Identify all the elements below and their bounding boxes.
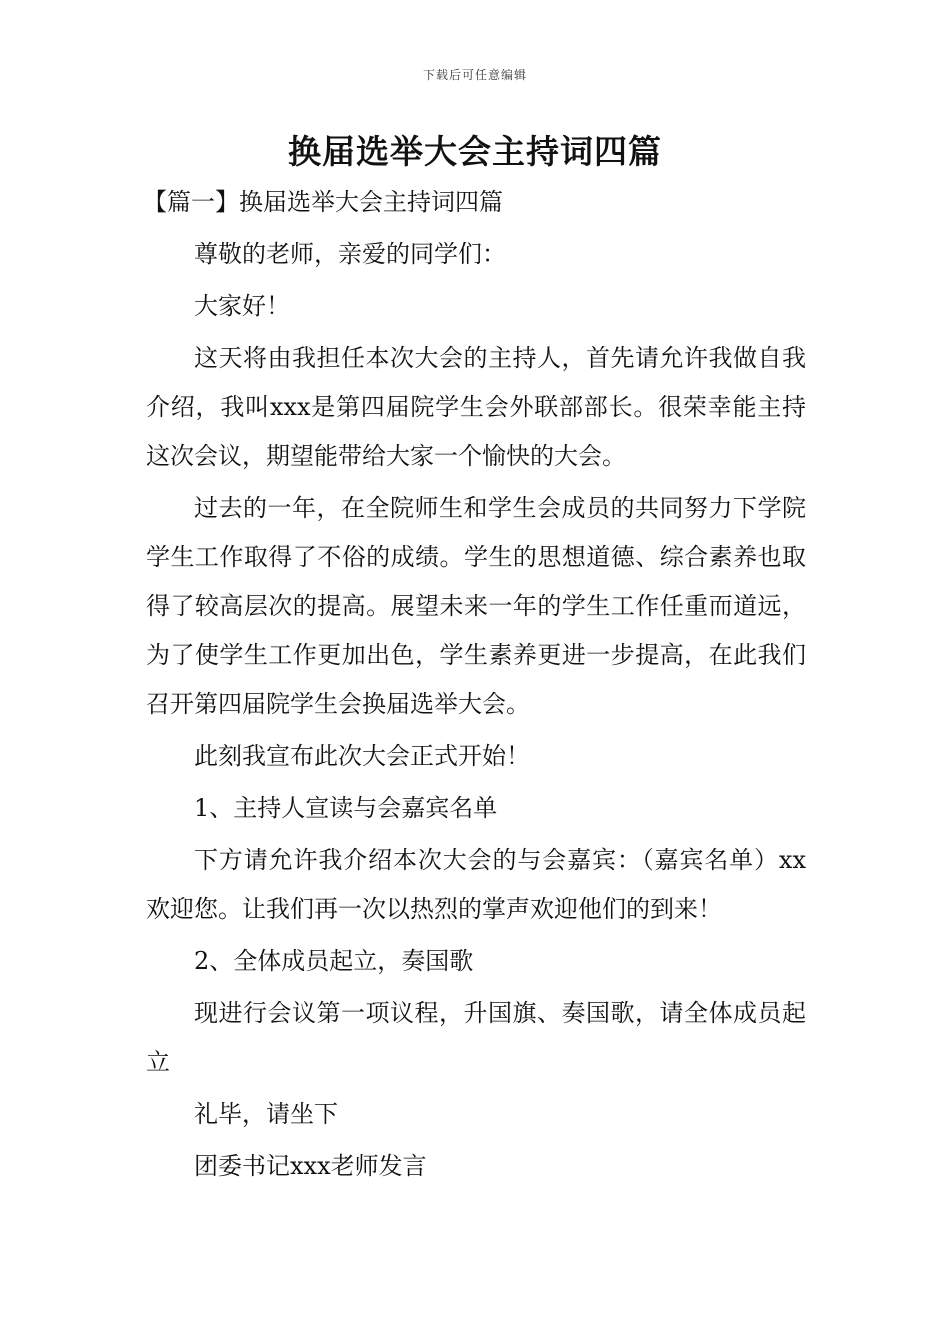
paragraph-anthem: 现进行会议第一项议程，升国旗、奏国歌，请全体成员起立 [146,999,806,1076]
paragraph-hello: 大家好！ [194,292,290,320]
paragraph-guests: 下方请允许我介绍本次大会的与会嘉宾：（嘉宾名单）xx欢迎您。让我们再一次以热烈的掌声欢迎他们的到来！ [146,846,806,923]
paragraph-opening: 此刻我宣布此次大会正式开始！ [194,742,530,770]
paragraph-speech: 团委书记xxx老师发言 [194,1152,427,1180]
paragraph-greeting: 尊敬的老师，亲爱的同学们： [194,240,506,268]
paragraph-introduction: 这天将由我担任本次大会的主持人，首先请允许我做自我介绍，我叫xxx是第四届院学生会外联部部长。很荣幸能主持这次会议，期望能带给大家一个愉快的大会。 [146,344,806,470]
document-body [143,178,806,1191]
agenda-item-2: 2、全体成员起立，奏国歌 [194,947,474,975]
agenda-item-1: 1、主持人宣读与会嘉宾名单 [194,794,498,822]
section-heading: 【篇一】换届选举大会主持词四篇 [143,188,503,216]
document-title: 换届选举大会主持词四篇 [288,132,662,171]
paragraph-sit-down: 礼毕，请坐下 [194,1100,338,1128]
header-note: 下载后可任意编辑 [422,68,527,82]
paragraph-review: 过去的一年，在全院师生和学生会成员的共同努力下学院学生工作取得了不俗的成绩。学生的思想道德、综合素养也取得了较高层次的提高。展望未来一年的学生工作任重而道远，为了使学生工作更加出色，学生素养更进一步提高，在此我们召开第四届院学生会换届选举大会。 [146,494,806,718]
